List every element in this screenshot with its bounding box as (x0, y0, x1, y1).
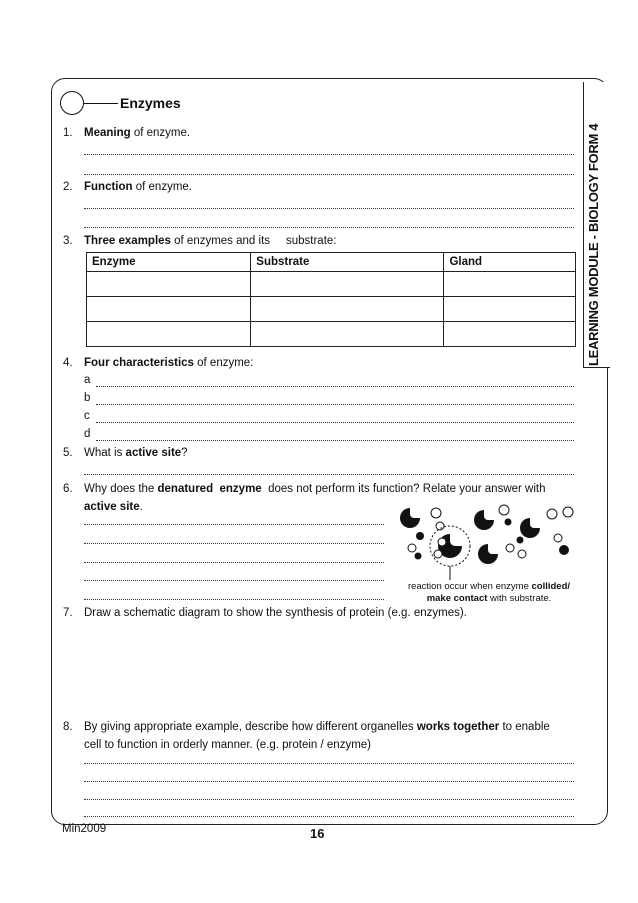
question-8 (63, 720, 550, 734)
table-cell[interactable] (444, 322, 576, 347)
question-6-cont (84, 500, 143, 514)
question-number: 4. (63, 357, 73, 369)
substrate-circle (563, 507, 573, 517)
question-3 (63, 234, 337, 248)
question-keyword: works together (416, 721, 500, 733)
table-cell[interactable] (251, 297, 444, 322)
substrate-circle (438, 538, 446, 546)
question-number: 3. (63, 235, 73, 247)
caption-text: with substrate. (487, 593, 552, 604)
question-keyword: Four characteristics (84, 357, 194, 369)
answer-line[interactable] (84, 781, 574, 782)
substrate-circle (408, 544, 416, 552)
substrate-circle (436, 522, 444, 530)
table-cell[interactable] (87, 272, 251, 297)
caption-bold: make contact (426, 593, 488, 604)
answer-line[interactable] (84, 227, 574, 228)
diagram-caption (398, 581, 580, 605)
enzyme-substrate-diagram (392, 498, 582, 583)
table-header-substrate: Substrate (251, 253, 444, 272)
table-cell[interactable] (444, 297, 576, 322)
table-cell[interactable] (251, 322, 444, 347)
question-8-cont (84, 738, 371, 752)
enzyme-shape (400, 508, 420, 528)
answer-line[interactable] (84, 174, 574, 175)
page-title: Enzymes (120, 95, 181, 111)
footer-author: Min2009 (62, 823, 107, 835)
question-text: cell to function in orderly manner. (e.g. protein / enzyme) (84, 739, 372, 751)
answer-line[interactable] (84, 799, 574, 800)
title-circle-icon (60, 91, 84, 115)
question-keyword: active site (84, 501, 140, 513)
table-cell[interactable] (87, 322, 251, 347)
table-cell[interactable] (87, 297, 251, 322)
page-number: 16 (310, 826, 325, 841)
answer-line[interactable] (96, 386, 574, 387)
question-keyword: Three examples (84, 235, 171, 247)
answer-line[interactable] (84, 763, 574, 764)
question-1 (63, 126, 190, 140)
question-number: 8. (63, 721, 73, 733)
table-row (87, 322, 576, 347)
substrate-circle (431, 508, 441, 518)
question-text: What is (84, 447, 126, 459)
question-text: does not perform its function? Relate your answer with (261, 483, 546, 495)
question-text: Why does the (84, 483, 158, 495)
substrate-circle (434, 550, 442, 558)
substrate-circle (517, 537, 524, 544)
characteristic-label-a: a (84, 374, 91, 386)
answer-line[interactable] (84, 474, 574, 475)
substrate-circle (518, 550, 526, 558)
substrate-circle (416, 532, 424, 540)
caption-bold: collided/ (531, 581, 571, 592)
table-header-enzyme: Enzyme (87, 253, 251, 272)
question-text: . (139, 501, 143, 513)
answer-line[interactable] (96, 404, 574, 405)
table-row (87, 297, 576, 322)
enzyme-table (86, 252, 576, 347)
substrate-circle (499, 505, 509, 515)
answer-line[interactable] (96, 440, 574, 441)
question-text: ? (181, 447, 188, 459)
answer-line[interactable] (84, 208, 574, 209)
question-text: of enzyme: (193, 357, 254, 369)
title-connector (84, 103, 118, 104)
question-text: Draw a schematic diagram to show the synthesis of protein (e.g. enzymes). (84, 607, 467, 619)
question-keyword: Meaning (84, 127, 131, 139)
substrate-circle (547, 509, 557, 519)
table-cell[interactable] (444, 272, 576, 297)
question-text: of enzyme. (132, 181, 192, 193)
substrate-circle (415, 553, 422, 560)
question-2 (63, 180, 192, 194)
substrate-circle (554, 534, 562, 542)
question-text: By giving appropriate example, describe how different organelles (84, 721, 417, 733)
answer-line[interactable] (84, 543, 384, 544)
answer-line[interactable] (84, 580, 384, 581)
question-keyword: active site (125, 447, 182, 459)
characteristic-label-b: b (84, 392, 91, 404)
caption-text: reaction occur when enzyme (407, 581, 532, 592)
question-5 (63, 446, 188, 460)
answer-line[interactable] (84, 562, 384, 563)
characteristic-label-c: c (84, 410, 90, 422)
answer-line[interactable] (84, 599, 384, 600)
enzyme-shape (520, 518, 540, 538)
enzyme-shape (478, 544, 498, 564)
question-number: 7. (63, 607, 73, 619)
substrate-circle (506, 544, 514, 552)
question-7 (63, 606, 467, 620)
answer-line[interactable] (84, 816, 574, 817)
question-6 (63, 482, 546, 496)
question-text: to enable (499, 721, 550, 733)
section-title (60, 90, 181, 116)
question-keyword: Function (84, 181, 133, 193)
question-text: of enzyme. (130, 127, 191, 139)
table-row (87, 272, 576, 297)
enzyme-shape (474, 510, 494, 530)
table-header-gland: Gland (444, 253, 576, 272)
question-4 (63, 356, 253, 370)
answer-line[interactable] (84, 154, 574, 155)
substrate-circle (559, 545, 569, 555)
table-cell[interactable] (251, 272, 444, 297)
answer-line[interactable] (96, 422, 574, 423)
question-number: 2. (63, 181, 73, 193)
characteristic-label-d: d (84, 428, 91, 440)
question-number: 5. (63, 447, 73, 459)
question-number: 6. (63, 483, 73, 495)
question-number: 1. (63, 127, 73, 139)
question-text: of enzymes and its substrate: (170, 235, 337, 247)
substrate-circle (505, 519, 512, 526)
question-keyword: denatured enzyme (157, 483, 262, 495)
side-label: LEARNING MODULE - BIOLOGY FORM 4 (586, 123, 601, 366)
answer-line[interactable] (84, 524, 384, 525)
